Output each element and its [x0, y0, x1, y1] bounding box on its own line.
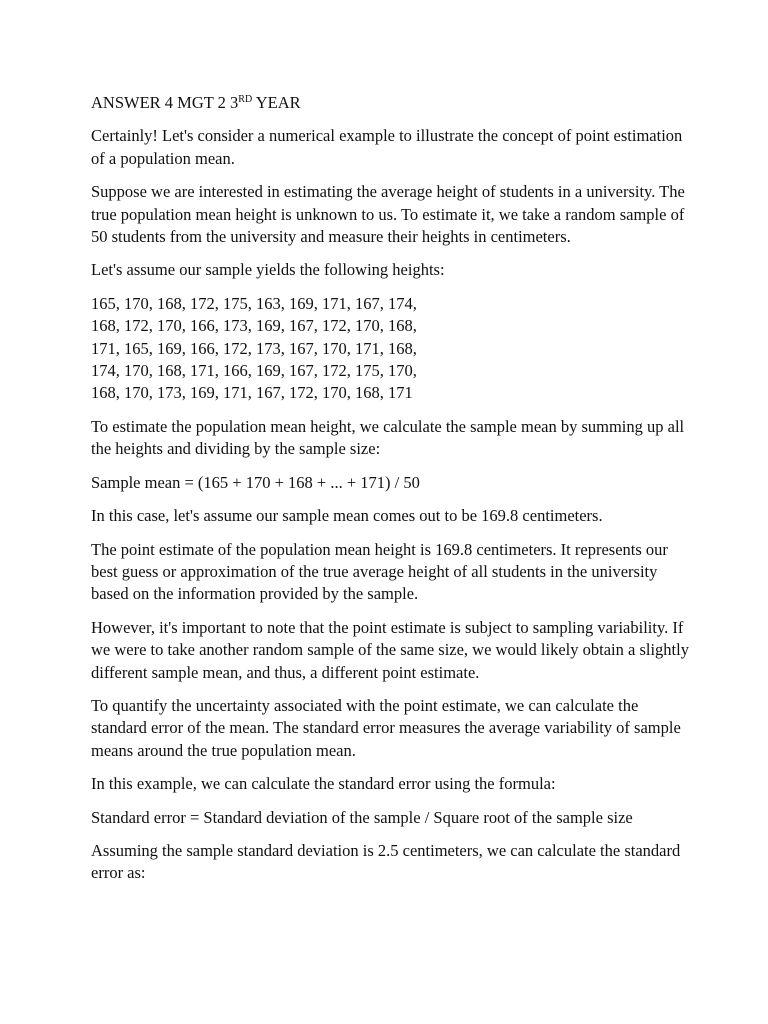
- title-suffix: YEAR: [252, 93, 301, 112]
- paragraph-formula-intro: In this example, we can calculate the standard error using the formula:: [91, 774, 556, 794]
- height-data-line: 168, 172, 170, 166, 173, 169, 167, 172, 170, 168,: [91, 316, 417, 336]
- paragraph-sample-intro: Let's assume our sample yields the following heights:: [91, 260, 445, 280]
- height-data-line: 171, 165, 169, 166, 172, 173, 167, 170, 171, 168,: [91, 338, 417, 358]
- height-data-list: [91, 293, 691, 405]
- paragraph-sample-mean-method: To estimate the population mean height, we calculate the sample mean by summing up all the heights and dividing by the sample size:: [91, 416, 685, 459]
- paragraph-intro: Certainly! Let's consider a numerical example to illustrate the concept of point estimation of a population mean.: [91, 126, 683, 168]
- title-prefix: ANSWER 4 MGT 2 3: [91, 93, 239, 112]
- title-superscript: RD: [238, 94, 253, 105]
- height-data-line: 174, 170, 168, 171, 166, 169, 167, 172, 175, 170,: [91, 361, 417, 381]
- paragraph-standard-deviation: Assuming the sample standard deviation is 2.5 centimeters, we can calculate the standard error as:: [91, 840, 681, 883]
- paragraph-sample-mean-result: In this case, let's assume our sample mean comes out to be 169.8 centimeters.: [91, 506, 603, 526]
- document-title: [91, 92, 691, 114]
- paragraph-standard-error: To quantify the uncertainty associated with the point estimate, we can calculate the standard error of the mean. The standard error measures the average variability of sample means around the true population mean.: [91, 695, 681, 760]
- paragraph-sampling-variability: However, it's important to note that the point estimate is subject to sampling variability. If we were to take another random sample of the same size, we would likely obtain a slightly different sample mean, and thus, a different point estimate.: [91, 617, 689, 682]
- height-data-line: 168, 170, 173, 169, 171, 167, 172, 170, 168, 171: [91, 383, 413, 403]
- paragraph-point-estimate: The point estimate of the population mean height is 169.8 centimeters. It represents our best guess or approximation of the true average height of all students in the university based on the information provided by the sample.: [91, 539, 668, 604]
- paragraph-scenario: Suppose we are interested in estimating the average height of students in a university. The true population mean height is unknown to us. To estimate it, we take a random sample of 50 students from the university and measure their heights in centimeters.: [91, 182, 685, 247]
- sample-mean-formula: Sample mean = (165 + 170 + 168 + ... + 171) / 50: [91, 472, 420, 492]
- standard-error-formula: Standard error = Standard deviation of the sample / Square root of the sample size: [91, 807, 633, 827]
- document-body: [91, 92, 691, 896]
- height-data-line: 165, 170, 168, 172, 175, 163, 169, 171, 167, 174,: [91, 293, 417, 313]
